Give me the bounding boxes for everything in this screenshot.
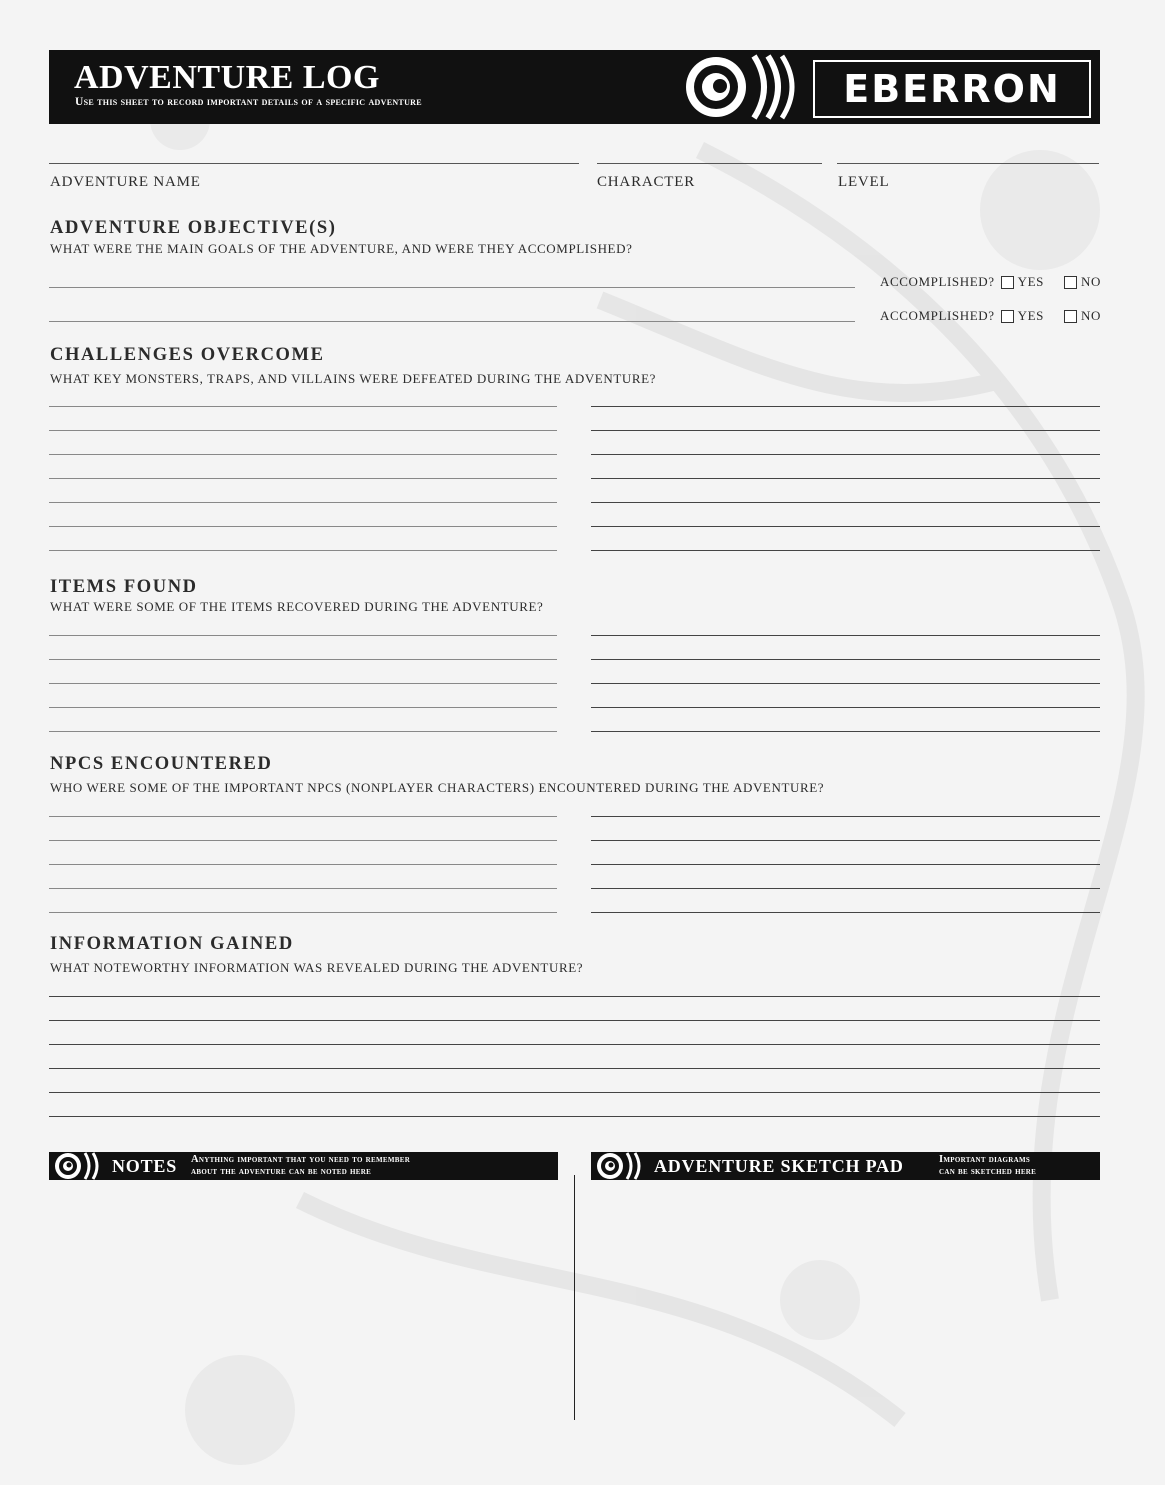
challenge-line[interactable] — [49, 478, 557, 479]
challenge-line[interactable] — [49, 454, 557, 455]
challenge-line[interactable] — [591, 406, 1100, 407]
objectives-description: WHAT WERE THE MAIN GOALS OF THE ADVENTURE, AND WERE THEY ACCOMPLISHED? — [50, 241, 633, 256]
item-line[interactable] — [49, 659, 557, 660]
no-label: NO — [1081, 308, 1101, 323]
information-line[interactable] — [49, 1068, 1100, 1069]
challenge-line[interactable] — [49, 502, 557, 503]
eberron-logo — [813, 60, 1091, 118]
npc-line[interactable] — [49, 912, 557, 913]
npc-line[interactable] — [49, 816, 557, 817]
information-line[interactable] — [49, 996, 1100, 997]
information-line[interactable] — [49, 1116, 1100, 1117]
brand-name: EBERRON — [843, 67, 1061, 111]
challenge-line[interactable] — [591, 550, 1100, 551]
sketch-hint-line-1: Important diagrams — [939, 1154, 1031, 1165]
sketch-hint-line-2: can be sketched here — [939, 1166, 1037, 1177]
yes-checkbox[interactable] — [1001, 276, 1014, 289]
information-description: WHAT NOTEWORTHY INFORMATION WAS REVEALED DURING THE ADVENTURE? — [50, 960, 584, 975]
header-banner — [49, 50, 1100, 124]
sketch-hint — [939, 1154, 1036, 1178]
challenge-line[interactable] — [49, 550, 557, 551]
no-checkbox[interactable] — [1064, 276, 1077, 289]
eberron-emblem-icon — [593, 1149, 647, 1183]
challenges-description: WHAT KEY MONSTERS, TRAPS, AND VILLAINS WERE DEFEATED DURING THE ADVENTURE? — [50, 371, 657, 386]
sketch-header-bar — [591, 1152, 1100, 1180]
no-label: NO — [1081, 274, 1101, 289]
item-line[interactable] — [591, 659, 1100, 660]
level-label: LEVEL — [838, 174, 890, 190]
eberron-emblem-icon — [674, 50, 814, 124]
information-line[interactable] — [49, 1092, 1100, 1093]
challenge-line[interactable] — [49, 526, 557, 527]
item-line[interactable] — [591, 707, 1100, 708]
item-line[interactable] — [49, 731, 557, 732]
challenge-line[interactable] — [49, 406, 557, 407]
sketch-area[interactable] — [580, 1182, 1100, 1422]
yes-label: YES — [1017, 274, 1045, 289]
objective-line-1[interactable] — [49, 287, 855, 288]
notes-hint — [191, 1154, 410, 1178]
notes-title: NOTES — [112, 1156, 178, 1176]
yes-label: YES — [1017, 308, 1045, 323]
item-line[interactable] — [49, 683, 557, 684]
npc-line[interactable] — [49, 840, 557, 841]
challenge-line[interactable] — [591, 526, 1100, 527]
npc-line[interactable] — [49, 888, 557, 889]
level-line[interactable] — [837, 163, 1099, 164]
npc-line[interactable] — [591, 888, 1100, 889]
item-line[interactable] — [49, 635, 557, 636]
sketch-title: ADVENTURE SKETCH PAD — [654, 1156, 904, 1176]
npc-line[interactable] — [591, 912, 1100, 913]
character-line[interactable] — [597, 163, 822, 164]
eberron-emblem-icon — [51, 1149, 105, 1183]
objective-2-accomplished — [880, 308, 1101, 324]
character-label: CHARACTER — [597, 174, 696, 190]
notes-hint-line-2: about the adventure can be noted here — [191, 1166, 372, 1177]
items-title: ITEMS FOUND — [50, 577, 198, 597]
npc-line[interactable] — [591, 840, 1100, 841]
adventure-name-label: ADVENTURE NAME — [50, 174, 201, 190]
yes-checkbox[interactable] — [1001, 310, 1014, 323]
objective-line-2[interactable] — [49, 321, 855, 322]
accomplished-label: ACCOMPLISHED? — [879, 274, 995, 289]
npc-line[interactable] — [591, 864, 1100, 865]
npc-line[interactable] — [49, 864, 557, 865]
objective-1-accomplished — [880, 274, 1101, 290]
challenge-line[interactable] — [591, 430, 1100, 431]
challenge-line[interactable] — [591, 502, 1100, 503]
challenge-line[interactable] — [49, 430, 557, 431]
page-title: ADVENTURE LOG — [74, 59, 380, 96]
npcs-description: WHO WERE SOME OF THE IMPORTANT NPCS (NONPLAYER CHARACTERS) ENCOUNTERED DURING THE ADVENTURE? — [50, 780, 825, 795]
notes-area[interactable] — [49, 1182, 569, 1422]
notes-header-bar — [49, 1152, 558, 1180]
no-checkbox[interactable] — [1064, 310, 1077, 323]
item-line[interactable] — [591, 731, 1100, 732]
information-line[interactable] — [49, 1020, 1100, 1021]
items-description: WHAT WERE SOME OF THE ITEMS RECOVERED DURING THE ADVENTURE? — [50, 599, 544, 614]
information-line[interactable] — [49, 1044, 1100, 1045]
challenge-line[interactable] — [591, 478, 1100, 479]
notes-hint-line-1: Anything important that you need to remember — [191, 1154, 411, 1165]
item-line[interactable] — [591, 635, 1100, 636]
notes-sketch-divider — [574, 1175, 575, 1420]
item-line[interactable] — [591, 683, 1100, 684]
item-line[interactable] — [49, 707, 557, 708]
information-title: INFORMATION GAINED — [50, 934, 294, 954]
objectives-title: ADVENTURE OBJECTIVE(S) — [50, 218, 337, 238]
accomplished-label: ACCOMPLISHED? — [879, 308, 995, 323]
page-subtitle: Use this sheet to record important details of a specific adventure — [75, 96, 422, 108]
npcs-title: NPCS ENCOUNTERED — [50, 754, 273, 774]
challenge-line[interactable] — [591, 454, 1100, 455]
challenges-title: CHALLENGES OVERCOME — [50, 345, 325, 365]
npc-line[interactable] — [591, 816, 1100, 817]
adventure-name-line[interactable] — [49, 163, 579, 164]
